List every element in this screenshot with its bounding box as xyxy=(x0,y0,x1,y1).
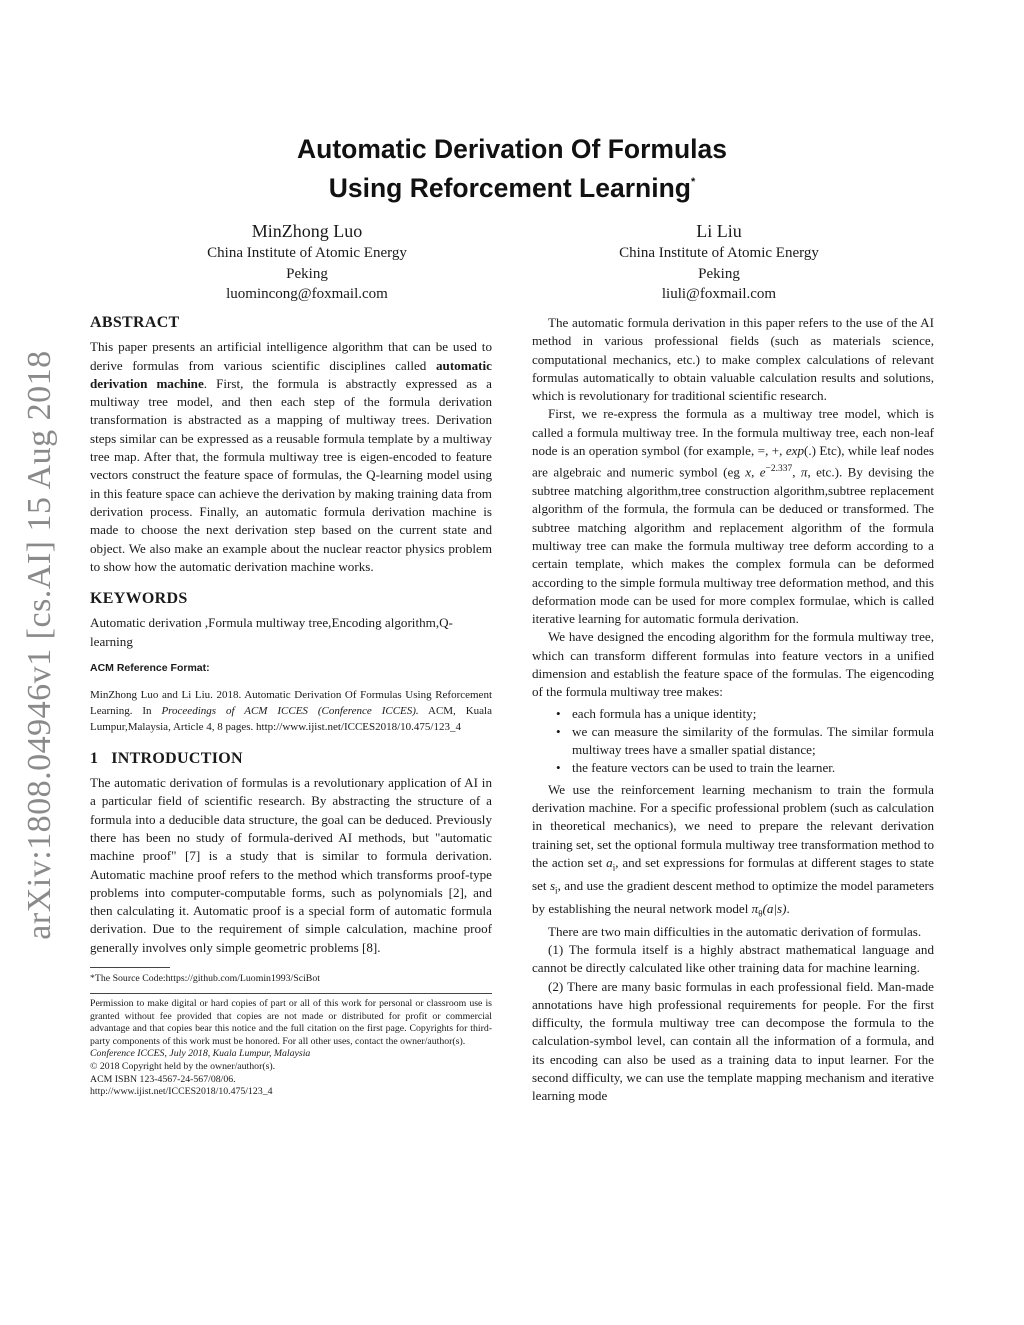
paragraph: First, we re-express the formula as a multiway tree model, which is called a formula multiway tree. In the formula multiway tree, each non-leaf node is an operation symbol (for example, =, +, exp(.) Etc), while leaf nodes are algebraic and numeric symbol (eg x, $e^{-2.337}$, π, etc.). By devising the subtree matching algorithm,tree construction algorithm,subtree replacement algorithm of the formula, the formula can be deduced or transformed. The subtree matching algorithm and replacement algorithm of the formula multiway tree can make the formula multiway tree deform according to a certain template, which makes the complex formula can be deformed according to the simple formula multiway tree deformation method, and this deformation mode can be used for more complex formulae, which is called iterative learning for automatic formula derivation. xyxy=(532,406,935,627)
copyright-line: © 2018 Copyright held by the owner/author(s). xyxy=(90,1060,276,1072)
list-item: • each formula has a unique identity; xyxy=(532,705,934,723)
list-item: • the feature vectors can be used to train the learner. xyxy=(532,759,934,777)
conference-line: Conference ICCES, July 2018, Kuala Lumpur, Malaysia xyxy=(90,1048,311,1060)
paper-title xyxy=(0,133,1024,205)
introduction-heading: 1 INTRODUCTION xyxy=(90,749,243,767)
author-affiliation: China Institute of Atomic Energy xyxy=(207,245,407,261)
footnote-source-code: *The Source Code:https://github.com/Luomin1993/SciBot xyxy=(90,973,320,984)
keywords-text: Automatic derivation ,Formula multiway tree,Encoding algorithm,Q-learning xyxy=(90,615,453,649)
abstract-text: This paper presents an artificial intelligence algorithm that can be used to derive formulas from various scientific disciplines called automatic derivation machine. First, the formula is abstractly expressed as a multiway tree model, and then each step of the formula derivation transformation is abstracted as a mapping of multiway trees. Derivation steps similar can be expressed as a reusable formula template by a multiway tree map. After that, the formula multiway tree is eigen-encoded to feature vectors construct the feature space of formulas, the Q-learning model using in this feature space can achieve the derivation by making training data from derivation process. Finally, an automatic formula derivation machine is made to choose the next derivation step based on the current state and object. We also make an example about the nuclear reactor physics problem to show how the automatic derivation machine works. xyxy=(90,339,492,574)
introduction-text: The automatic derivation of formulas is a revolutionary application of AI in a particular field of scientific research. By abstracting the structure of a formula into a deducible data structure, the goal can be deduced. Previously there has been no study of formula-derived AI methods, but "automatic machine proof" [7] is a study that is similar to formula derivation. Automatic machine proof refers to the method which transforms proof-type problems into computer-computable forms, such as polynomials [2], and then calculating it. Automatic proof is a special form of automatic formula derivation. Due to the requirement of simple calculation, machine proof generally involves only simple geometric problems [8]. xyxy=(90,775,492,955)
author-city: Peking xyxy=(286,265,328,282)
author-name: MinZhong Luo xyxy=(251,221,363,241)
paragraph: The automatic formula derivation in this paper refers to the use of the AI method in various professional fields (such as materials science, computational mechanics, etc.) to make complex calculations of relevant formulas automatically to obtain valuable calculation results and solutions, which is revolutionary for traditional scientific research. xyxy=(532,315,934,404)
list-item: • we can measure the similarity of the formulas. The similar formula multiway trees have a smaller spatial distance; xyxy=(532,723,934,760)
paragraph: (1) The formula itself is a highly abstract mathematical language and cannot be directly calculated like other training data for machine learning. xyxy=(532,941,934,976)
title-line-2: Using Reforcement Learning* xyxy=(328,173,696,203)
left-column xyxy=(90,314,492,1099)
paragraph: There are two main difficulties in the automatic derivation of formulas. xyxy=(548,923,922,939)
acm-reference-text: MinZhong Luo and Li Liu. 2018. Automatic Derivation Of Formulas Using Reforcement Learning. In Proceedings of ACM ICCES (Conference ICCES). ACM, Kuala Lumpur,Malaysia, Article 4, 8 pages. http://www.ijist.net/ICCES2018/10.475/123_4 xyxy=(90,689,492,733)
paragraph: We have designed the encoding algorithm for the formula multiway tree, which can transform different formulas into feature vectors in a unified dimension and establish the feature space of the formulas. The eigencoding of the formula multiway tree makes: xyxy=(532,629,934,700)
feature-list xyxy=(532,705,934,778)
author-email: liuli@foxmail.com xyxy=(661,286,777,302)
author-name: Li Liu xyxy=(696,221,742,241)
author-email: luomincong@foxmail.com xyxy=(226,286,388,302)
permission-text: Permission to make digital or hard copies of part or all of this work for personal or classroom use is granted without fee provided that copies are not made or distributed for profit or commercial advantage and that copies bear this notice and the full citation on the first page. Copyrights for third-party components of this work must be honored. For all other uses, contact the owner/author(s). xyxy=(90,998,492,1047)
permission-block xyxy=(90,998,492,1099)
doi-url-line: http://www.ijist.net/ICCES2018/10.475/123_4 xyxy=(90,1086,273,1098)
permission-rule xyxy=(90,993,492,994)
footnote-rule xyxy=(90,967,170,968)
isbn-line: ACM ISBN 123-4567-24-567/08/06. xyxy=(90,1073,236,1085)
title-line-1: Automatic Derivation Of Formulas xyxy=(297,134,727,164)
acm-reference-heading: ACM Reference Format: xyxy=(90,662,210,675)
paragraph: We use the reinforcement learning mechanism to train the formula derivation machine. For a specific professional problem (such as calculation in theoretical mechanics), we need to prepare the relevant derivation training set, set the optional formula multiway tree transformation method to the action set $a_i$, and set expressions for formulas at different stages to state set $s_i$, and use the gradient descent method to optimize the model parameters by establishing the neural network model $\pi_\theta(a|s)$. xyxy=(532,781,934,919)
author-affiliation: China Institute of Atomic Energy xyxy=(619,245,819,261)
abstract-heading: ABSTRACT xyxy=(90,314,180,331)
right-column xyxy=(532,314,934,1106)
author-block-1 xyxy=(127,219,487,305)
title-footnote-mark: * xyxy=(690,176,696,188)
paragraph: (2) There are many basic formulas in each professional field. Man-made annotations have high professional requirements for people. For the first difficulty, the formula multiway tree can decompose the formula to the calculation-symbol level, can contain all the information of a formula, and its encoding can also be used as a training data to input learner. For the second difficulty, we can use the template mapping mechanism and iterative learning mode xyxy=(532,978,934,1104)
author-block-2 xyxy=(539,219,899,305)
author-city: Peking xyxy=(698,265,740,282)
keywords-heading: KEYWORDS xyxy=(90,590,188,608)
arxiv-stamp: arXiv:1808.04946v1 [cs.AI] 15 Aug 2018 xyxy=(21,350,58,940)
